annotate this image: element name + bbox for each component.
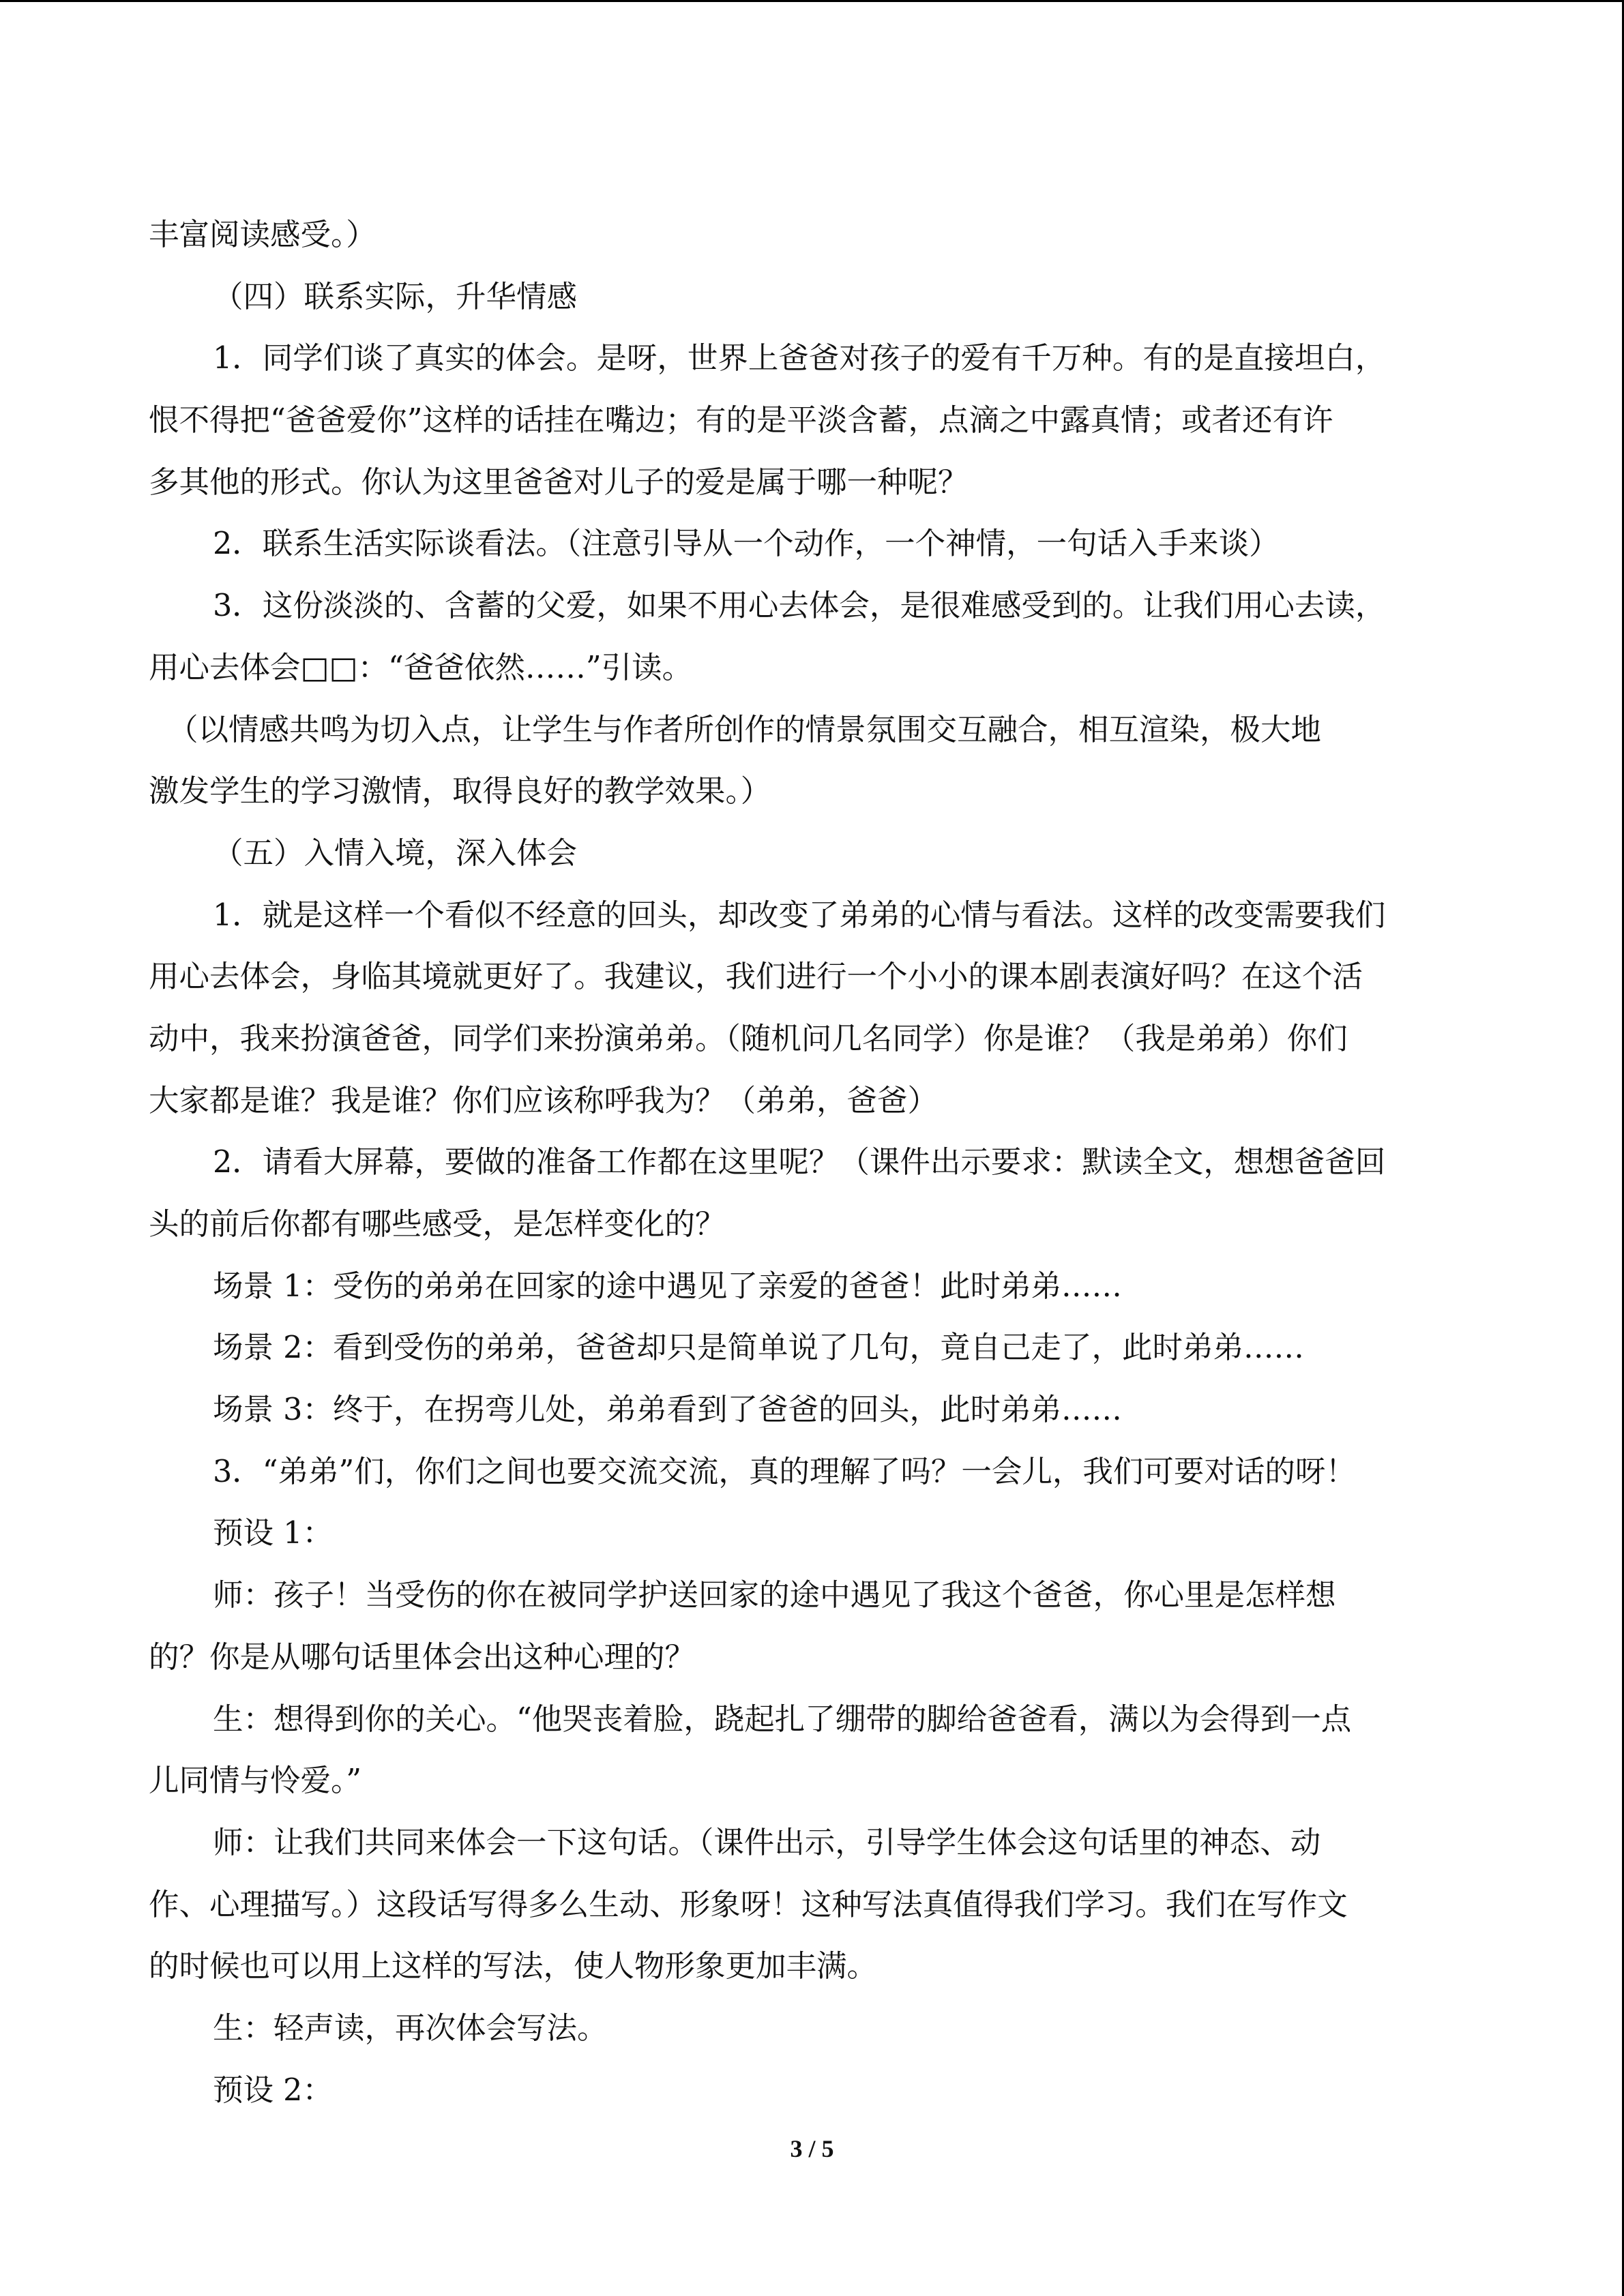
paragraph-line: 丰富阅读感受。） (149, 218, 377, 252)
paragraph-line: 1．同学们谈了真实的体会。是呀，世界上爸爸对孩子的爱有千万种。有的是直接坦白， (213, 341, 1386, 376)
scene-line: 场景 3：终于，在拐弯儿处，弟弟看到了爸爸的回头，此时弟弟…… (213, 1392, 1122, 1428)
page-border-top (0, 0, 1624, 2)
section-heading-five: （五）入情入境，深入体会 (213, 835, 578, 871)
paragraph-line: 2．请看大屏幕，要做的准备工作都在这里呢？（课件出示要求：默读全文，想想爸爸回 (213, 1145, 1386, 1180)
paragraph-line: 3．“弟弟”们，你们之间也要交流交流，真的理解了吗？一会儿，我们可要对话的呀！ (213, 1454, 1356, 1489)
dialogue-line: 生：轻声读，再次体会写法。 (213, 2010, 608, 2046)
document-body (149, 205, 1479, 2121)
annotation-line: （以情感共鸣为切入点，让学生与作者所创作的情景氛围交互融合，相互渲染，极大地 (168, 712, 1322, 747)
dialogue-line: 儿同情与怜爱。” (149, 1763, 362, 1799)
dialogue-line: 的时候也可以用上这样的写法，使人物形象更加丰满。 (149, 1949, 878, 1984)
paragraph-line: 恨不得把“爸爸爱你”这样的话挂在嘴边；有的是平淡含蓄，点滴之中露真情；或者还有许 (149, 403, 1333, 438)
paragraph-line: 多其他的形式。你认为这里爸爸对儿子的爱是属于哪一种呢？ (149, 464, 969, 500)
preset-heading: 预设 1： (213, 1516, 333, 1551)
page-number: 3 / 5 (790, 2135, 834, 2162)
paragraph-line: 头的前后你都有哪些感受，是怎样变化的？ (149, 1207, 726, 1242)
dialogue-line: 师：孩子！当受伤的你在被同学护送回家的途中遇见了我这个爸爸，你心里是怎样想 (213, 1578, 1336, 1613)
paragraph-line: 大家都是谁？我是谁？你们应该称呼我为？（弟弟，爸爸） (149, 1083, 939, 1118)
scene-line: 场景 1：受伤的弟弟在回家的途中遇见了亲爱的爸爸！此时弟弟…… (213, 1268, 1122, 1304)
scene-line: 场景 2：看到受伤的弟弟，爸爸却只是简单说了几句，竟自己走了，此时弟弟…… (213, 1330, 1304, 1366)
paragraph-line: 用心去体会，身临其境就更好了。我建议，我们进行一个小小的课本剧表演好吗？在这个活 (149, 959, 1363, 995)
dialogue-line: 生：想得到你的关心。“他哭丧着脸，跷起扎了绷带的脚给爸爸看，满以为会得到一点 (213, 1701, 1352, 1737)
paragraph-line: 3．这份淡淡的、含蓄的父爱，如果不用心去体会，是很难感受到的。让我们用心去读， (213, 588, 1386, 624)
paragraph-line: 动中，我来扮演爸爸，同学们来扮演弟弟。（随机问几名同学）你是谁？（我是弟弟）你们 (149, 1021, 1348, 1056)
dialogue-line: 的？你是从哪句话里体会出这种心理的？ (149, 1639, 696, 1675)
dialogue-line: 作、心理描写。）这段话写得多么生动、形象呀！这种写法真值得我们学习。我们在写作文 (149, 1887, 1348, 1922)
paragraph-line: 用心去体会□□：“爸爸依然……”引读。 (149, 650, 693, 685)
paragraph-line: 2．联系生活实际谈看法。（注意引导从一个动作，一个神情，一句话入手来谈） (213, 526, 1280, 562)
section-heading-four: （四）联系实际，升华情感 (213, 279, 578, 314)
annotation-line: 激发学生的学习激情，取得良好的教学效果。） (149, 774, 771, 809)
paragraph-line: 1．就是这样一个看似不经意的回头，却改变了弟弟的心情与看法。这样的改变需要我们 (213, 897, 1386, 933)
dialogue-line: 师：让我们共同来体会一下这句话。（课件出示，引导学生体会这句话里的神态、动 (213, 1825, 1321, 1860)
preset-heading: 预设 2： (213, 2072, 333, 2108)
